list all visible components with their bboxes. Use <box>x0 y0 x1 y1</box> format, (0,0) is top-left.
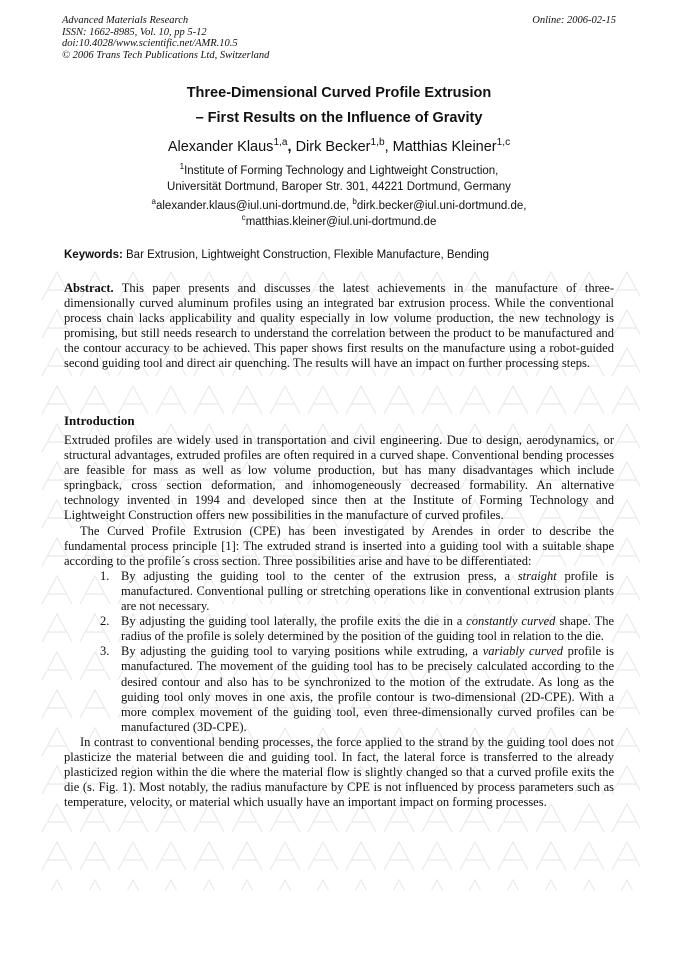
list-emphasis: variably curved <box>482 644 564 659</box>
email-address: dirk.becker@iul.uni-dortmund.de <box>356 200 524 212</box>
abstract <box>64 281 614 372</box>
list-item <box>100 614 615 644</box>
list-emphasis: straight <box>517 568 557 583</box>
title-line-1: Three-Dimensional Curved Profile Extrusion <box>186 85 492 101</box>
email-sup: a <box>151 197 156 207</box>
intro-paragraph-3: In contrast to conventional bending processes, the force applied to the strand by the guiding tool does not plasticize the material between die and guiding tool. In fact, the lateral force is transferred to the already plasticized region within the die where the material flow is slightly changed so that a curved profile exits the die (s. Fig. 1). Most notably, the radius manufacture by CPE is not influenced by process parameters such as temperature, velocity, or material which usually have an important impact on forming processes. <box>64 734 614 810</box>
paper-title <box>0 81 678 131</box>
list-text: profile is manufactured. The movement of the guiding tool has to be precisely calculated according to the desired contour and also has to be synchronized to the motion of the extrudate. As long as the guiding tool only moves in one axis, the profile contour is two-dimensional (2D-CPE). With a more complex movement of the guiding tool, even three-dimensionally curved profiles can be manufactured (3D-CPE). <box>121 644 614 734</box>
abstract-text: This paper presents and discusses the latest achievements in the manufacture of three-dimensionally curved aluminum profiles using an integrated bar extrusion process. While the conventional process chain lacks applicability and quality especially in low volume production, the new technology is promising, but still needs research to understand the correlation between the product to be manufactured and the contour accuracy to be achieved. This paper shows first results on the manufacture using a robot-guided second guiding tool and direct air quenching. The results will have an impact on further processing steps. <box>64 281 614 371</box>
author-list: Alexander Klaus$^{1,a}$, Dirk Becker$^{1,b}$, Matthias Kleiner$^{1,c}$ <box>167 137 511 155</box>
affiliation <box>0 164 678 195</box>
list-item <box>100 568 614 614</box>
keywords-text: Bar Extrusion, Lightweight Construction, Flexible Manufacture, Bending <box>126 249 490 261</box>
list-number: 1. <box>100 568 110 583</box>
list-emphasis: constantly curved <box>466 614 556 629</box>
affiliation-sup: 1 <box>179 162 185 172</box>
list-item <box>100 644 614 735</box>
email-address: matthias.kleiner@iul.uni-dortmund.de <box>245 215 437 228</box>
affiliation-line-2: Universität Dortmund, Baroper Str. 301, 44221 Dortmund, Germany <box>167 180 511 193</box>
possibilities-list <box>64 569 614 735</box>
email-sup: b <box>352 197 357 207</box>
keywords <box>64 249 614 261</box>
list-text: By adjusting the guiding tool to varying positions while extruding, a <box>121 644 483 659</box>
list-text: By adjusting the guiding tool to the center of the extrusion press, a <box>121 568 518 583</box>
email-sup: c <box>241 212 246 222</box>
introduction-body <box>64 433 614 810</box>
title-line-2: – First Results on the Influence of Gravity <box>195 110 483 126</box>
list-number: 2. <box>100 614 110 629</box>
email-list: $^a$alexander.klaus@iul.uni-dortmund.de, $^b$dirk.becker@iul.uni-dortmund.de, $^c$matthias.kleiner@iul.uni-dortmund.de <box>151 197 527 228</box>
copyright-line: © 2006 Trans Tech Publications Ltd, Switzerland <box>62 49 270 61</box>
doi-line: doi:10.4028/www.scientific.net/AMR.10.5 <box>62 38 238 49</box>
list-text: profile is manufactured. Conventional pulling or stretching operations like in conventional extrusion plants are not necessary. <box>121 568 614 614</box>
page-header <box>62 15 616 61</box>
list-text: shape. The radius of the profile is solely determined by the position of the guiding tool in relation to the die. <box>121 614 615 644</box>
author-sup: 1,c <box>496 137 511 149</box>
author-name: Alexander Klaus <box>167 139 274 155</box>
list-text: By adjusting the guiding tool laterally, the profile exits the die in a <box>121 614 467 629</box>
author-name: Dirk Becker <box>295 139 371 155</box>
keywords-label: Keywords: <box>64 249 123 261</box>
list-number: 3. <box>100 644 110 659</box>
affiliation-line-1: Institute of Forming Technology and Lightweight Construction, <box>184 165 499 177</box>
intro-paragraph-1: Extruded profiles are widely used in transportation and civil engineering. Due to design, aerodynamics, or structural advantages, extruded profiles are often required in a curved shape. Conventional bending processes are feasible for mass as well as low volume production, but has many disadvantages which include springback, cross section deformation, and inhomogeneously decreased formability. An alternative technology invented in 1994 and developed since then at the Institute of Forming Technology and Lightweight Construction offers new possibilities in the manufacture of curved profiles. <box>64 433 614 523</box>
intro-paragraph-2: The Curved Profile Extrusion (CPE) has been investigated by Arendes in order to describe the fundamental process principle [1]: The extruded strand is inserted into a guiding tool with a suitable shape according to the profile´s cross section. Three possibilities arise and have to be differentiated: <box>64 523 614 568</box>
author-name: Matthias Kleiner <box>392 139 497 155</box>
email-address: alexander.klaus@iul.uni-dortmund.de <box>155 200 347 212</box>
online-date: Online: 2006-02-15 <box>532 15 616 26</box>
issn-line: ISSN: 1662-8985, Vol. 10, pp 5-12 <box>62 26 207 38</box>
author-sup: 1,a <box>273 137 288 149</box>
journal-name: Advanced Materials Research <box>62 15 189 26</box>
abstract-label: Abstract. <box>64 281 114 295</box>
author-sup: 1,b <box>370 137 385 149</box>
section-heading-introduction: Introduction <box>64 413 135 428</box>
